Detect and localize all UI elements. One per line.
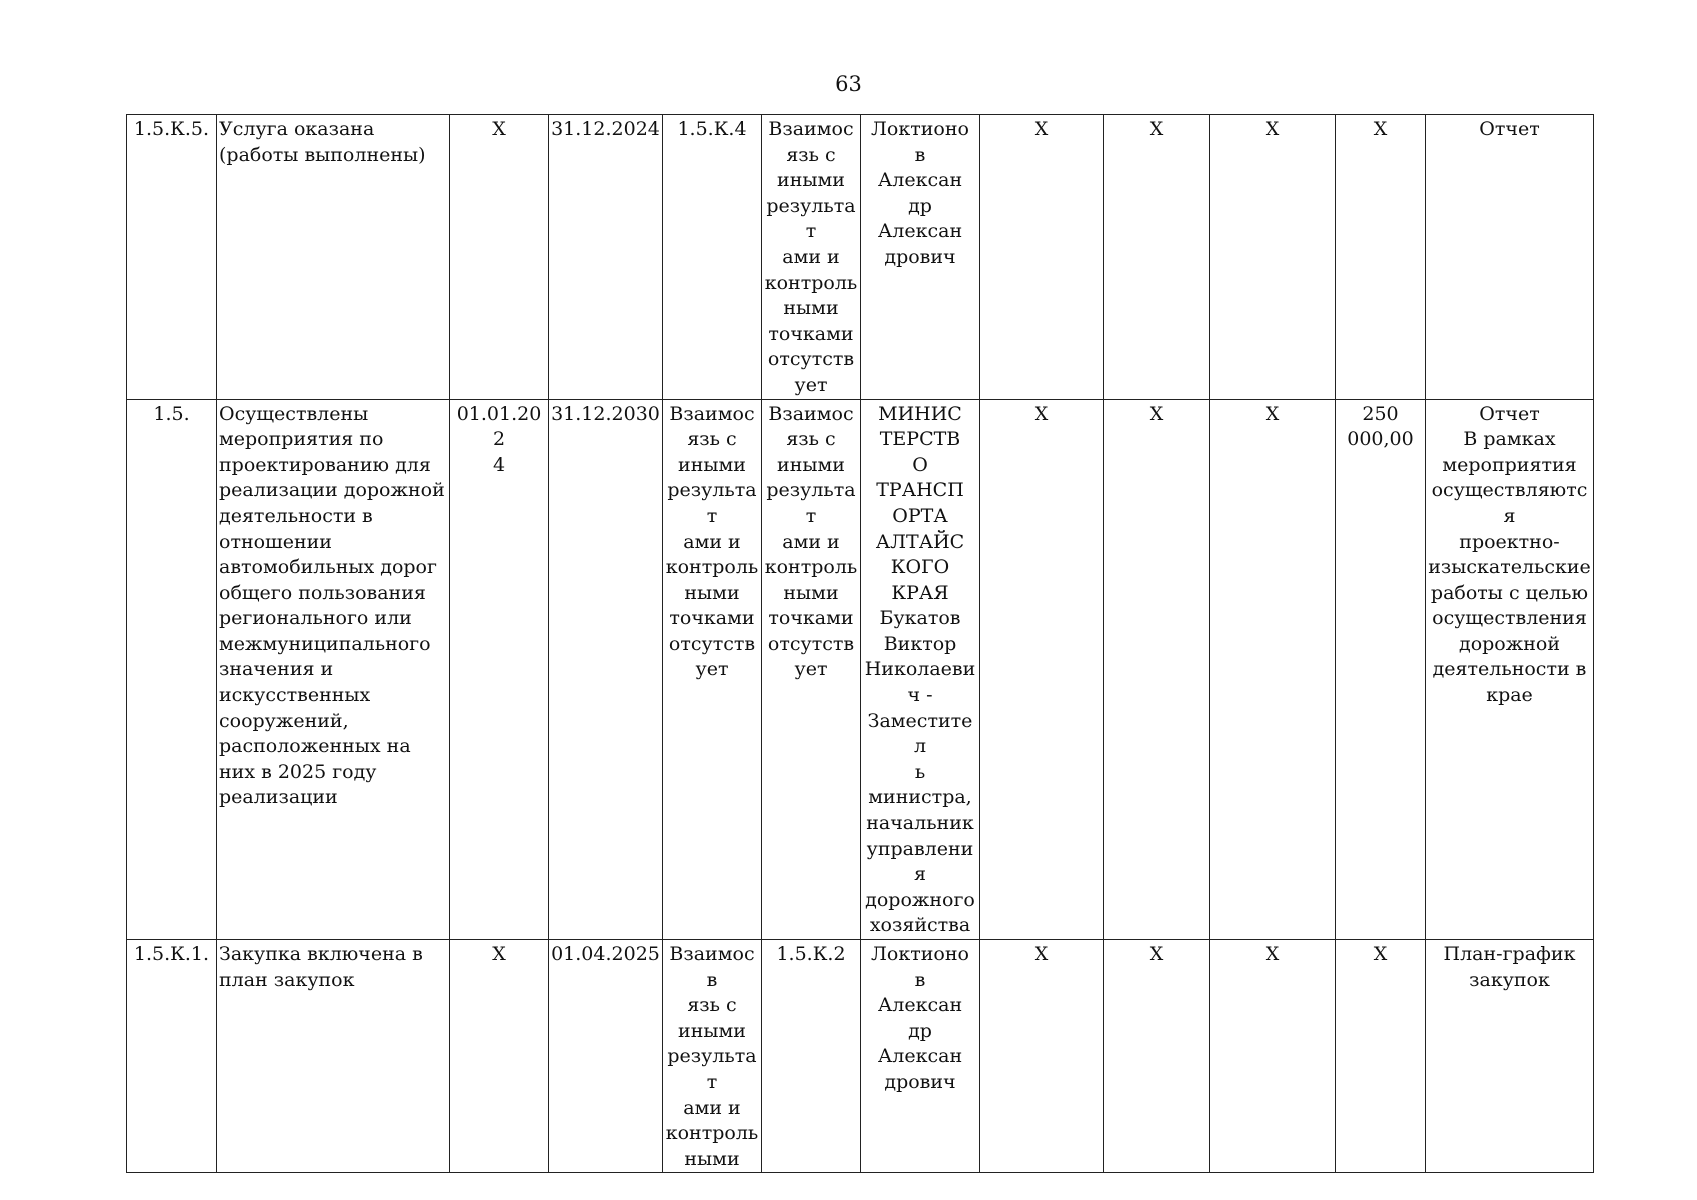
- x-cell: Х: [980, 115, 1104, 400]
- successor-cell: Взаимос язь с иными результат ами и контроль ными точками отсутств ует: [762, 399, 861, 939]
- x-cell: Х: [980, 399, 1104, 939]
- end-date-cell: 31.12.2024: [549, 115, 663, 400]
- amount-cell: Х: [1336, 115, 1426, 400]
- table-row: [127, 940, 1594, 1173]
- page-number: 63: [835, 72, 862, 96]
- successor-cell: Взаимос язь с иными результат ами и контроль ными точками отсутств ует: [762, 115, 861, 400]
- result-name-cell: Осуществлены мероприятия по проектированию для реализации дорожной деятельности в отношении автомобильных дорог общего пользования регионального или межмуниципального значения и искусственных сооружений, расположенных на них в 2025 году реализации: [217, 399, 450, 939]
- result-name-cell: Услуга оказана (работы выполнены): [217, 115, 450, 400]
- predecessor-cell: Взаимосв язь с иными результат ами и контроль ными: [663, 940, 762, 1173]
- x-cell: Х: [1210, 399, 1336, 939]
- row-number-cell: 1.5.К.1.: [127, 940, 217, 1173]
- amount-cell: Х: [1336, 940, 1426, 1173]
- x-cell: Х: [1104, 940, 1210, 1173]
- responsible-cell: МИНИС ТЕРСТВ О ТРАНСП ОРТА АЛТАЙС КОГО КРАЯ Букатов Виктор Николаеви ч - Заместител ь министра, начальник управлени я дорожного хозяйства: [861, 399, 980, 939]
- result-name-cell: Закупка включена в план закупок: [217, 940, 450, 1173]
- responsible-cell: Локтионо в Алексан др Алексан дрович: [861, 940, 980, 1173]
- x-cell: Х: [1104, 115, 1210, 400]
- predecessor-cell: Взаимос язь с иными результат ами и контроль ными точками отсутств ует: [663, 399, 762, 939]
- row-number-cell: 1.5.: [127, 399, 217, 939]
- end-date-cell: 31.12.2030: [549, 399, 663, 939]
- document-cell: План-график закупок: [1426, 940, 1594, 1173]
- table-row: [127, 115, 1594, 400]
- x-cell: Х: [980, 940, 1104, 1173]
- x-cell: Х: [1104, 399, 1210, 939]
- table-row: [127, 399, 1594, 939]
- row-number-cell: 1.5.К.5.: [127, 115, 217, 400]
- document-cell: Отчет: [1426, 115, 1594, 400]
- document-cell: Отчет В рамках мероприятия осуществляются проектно- изыскательские работы с целью осуществления дорожной деятельности в крае: [1426, 399, 1594, 939]
- start-date-cell: Х: [450, 940, 549, 1173]
- x-cell: Х: [1210, 940, 1336, 1173]
- end-date-cell: 01.04.2025: [549, 940, 663, 1173]
- predecessor-cell: 1.5.К.4: [663, 115, 762, 400]
- x-cell: Х: [1210, 115, 1336, 400]
- amount-cell: 250 000,00: [1336, 399, 1426, 939]
- responsible-cell: Локтионо в Алексан др Алексан дрович: [861, 115, 980, 400]
- successor-cell: 1.5.К.2: [762, 940, 861, 1173]
- control-points-table: [126, 114, 1594, 1173]
- start-date-cell: Х: [450, 115, 549, 400]
- start-date-cell: 01.01.202 4: [450, 399, 549, 939]
